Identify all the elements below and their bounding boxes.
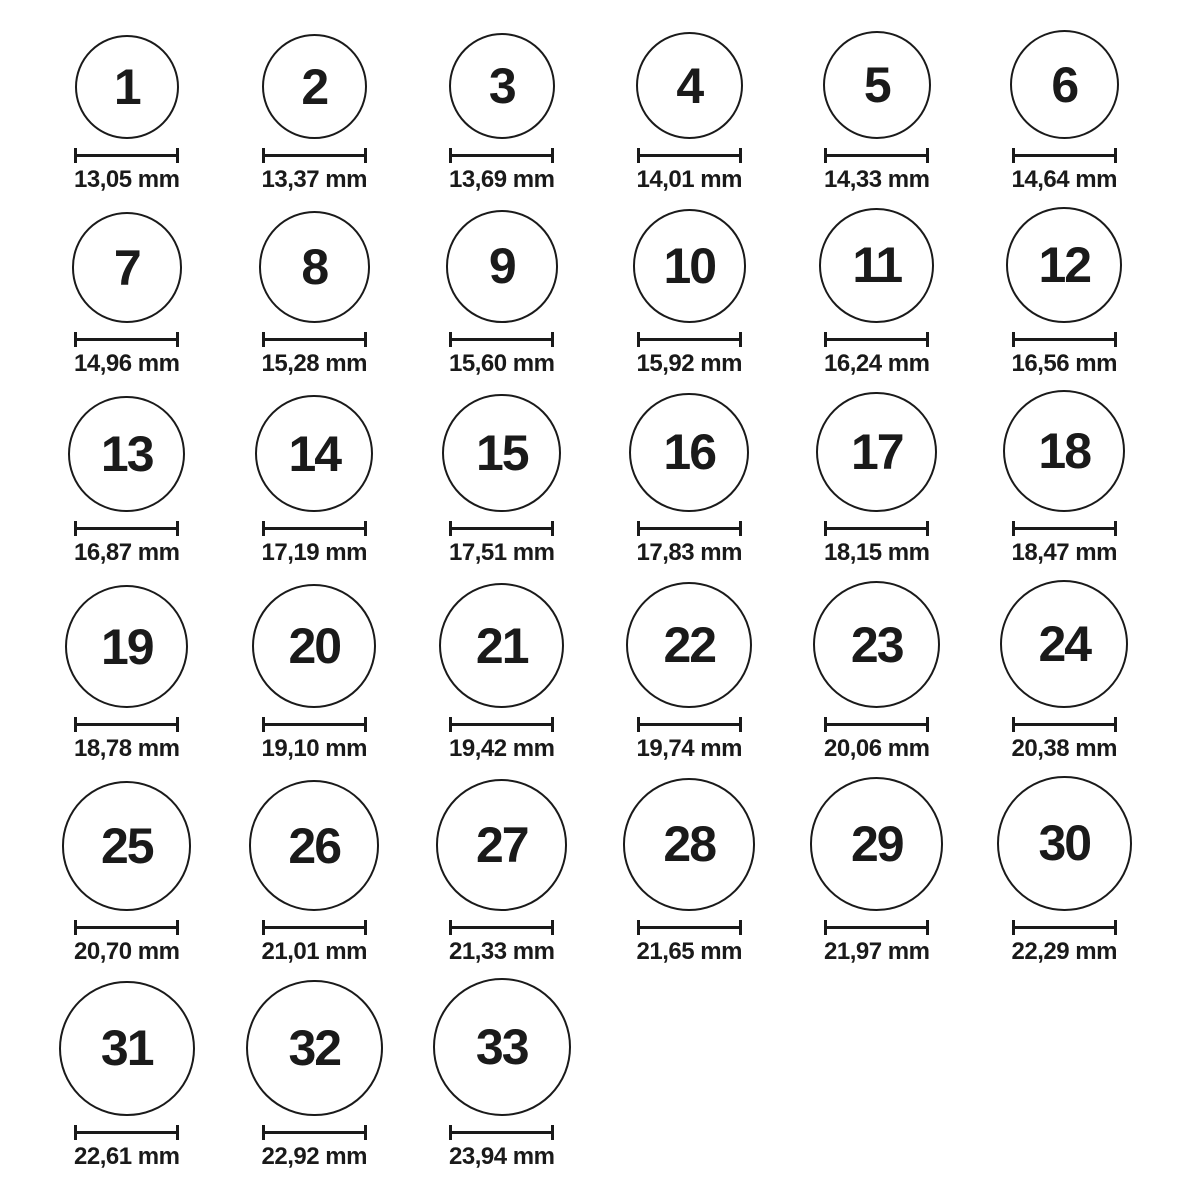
ring-size-number: 29 — [850, 815, 903, 872]
ring-size-item — [971, 776, 1159, 966]
diameter-ruler — [74, 920, 179, 935]
ring-size-item — [596, 582, 784, 764]
ruler-right-tick — [364, 1125, 367, 1140]
ruler-bar — [262, 338, 367, 341]
ring-size-number: 26 — [288, 817, 341, 874]
diameter-label: 19,42 mm — [449, 735, 555, 763]
diameter-ruler — [1012, 717, 1117, 732]
diameter-ruler — [449, 521, 554, 536]
ruler-bar — [262, 723, 367, 726]
ring-circle — [1006, 207, 1122, 323]
diameter-label: 15,28 mm — [261, 349, 367, 377]
ruler-bar — [74, 338, 179, 341]
ring-size-number: 3 — [488, 58, 515, 115]
ruler-bar — [449, 338, 554, 341]
ring-circle — [65, 585, 188, 708]
ring-size-number: 12 — [1038, 236, 1091, 293]
ring-size-number: 33 — [475, 1019, 528, 1076]
ring-circle — [259, 211, 370, 322]
ruler-right-tick — [176, 1125, 179, 1140]
ruler-right-tick — [739, 332, 742, 347]
ruler-right-tick — [176, 717, 179, 732]
ring-size-item — [783, 777, 971, 966]
ring-circle — [446, 210, 558, 322]
ring-size-number: 21 — [475, 617, 528, 674]
ring-size-number: 2 — [301, 58, 328, 115]
ring-circle — [997, 776, 1132, 911]
ring-circle — [249, 780, 379, 910]
ruler-bar — [637, 154, 742, 157]
ring-circle — [433, 978, 571, 1116]
ring-size-item — [971, 30, 1159, 195]
diameter-label: 17,83 mm — [636, 539, 742, 567]
ring-size-item — [408, 779, 596, 966]
ring-size-item — [408, 394, 596, 569]
diameter-ruler — [637, 521, 742, 536]
diameter-label: 19,10 mm — [261, 735, 367, 763]
ruler-right-tick — [739, 920, 742, 935]
ring-circle — [1003, 390, 1125, 512]
diameter-label: 13,05 mm — [74, 166, 180, 194]
diameter-label: 16,87 mm — [74, 539, 180, 567]
ring-size-number: 17 — [850, 423, 903, 480]
diameter-label: 17,51 mm — [449, 539, 555, 567]
diameter-label: 18,78 mm — [74, 735, 180, 763]
ruler-right-tick — [926, 920, 929, 935]
ring-circle — [823, 31, 931, 139]
chart-row — [33, 776, 1200, 966]
ruler-right-tick — [739, 148, 742, 163]
diameter-ruler — [1012, 920, 1117, 935]
ring-size-number: 10 — [663, 237, 716, 294]
diameter-label: 17,19 mm — [261, 539, 367, 567]
ruler-bar — [74, 527, 179, 530]
ruler-bar — [449, 154, 554, 157]
diameter-ruler — [824, 148, 929, 163]
ring-size-item — [971, 390, 1159, 568]
diameter-ruler — [262, 920, 367, 935]
ring-size-number: 7 — [113, 239, 140, 296]
ruler-bar — [262, 154, 367, 157]
ruler-bar — [637, 338, 742, 341]
diameter-label: 21,33 mm — [449, 937, 555, 965]
chart-row — [33, 390, 1200, 568]
diameter-label: 18,15 mm — [824, 539, 930, 567]
ring-size-item — [596, 32, 784, 195]
ruler-bar — [1012, 527, 1117, 530]
ring-size-number: 5 — [863, 57, 890, 114]
ring-size-number: 27 — [475, 816, 528, 873]
ruler-right-tick — [176, 521, 179, 536]
diameter-ruler — [74, 717, 179, 732]
diameter-ruler — [824, 717, 929, 732]
ring-circle — [449, 33, 555, 139]
ring-size-number: 18 — [1038, 423, 1091, 480]
diameter-ruler — [262, 521, 367, 536]
ruler-bar — [74, 1131, 179, 1134]
ring-size-item — [33, 212, 221, 378]
diameter-ruler — [449, 920, 554, 935]
ruler-bar — [262, 1131, 367, 1134]
ring-circle — [255, 395, 373, 513]
ruler-right-tick — [364, 521, 367, 536]
ring-circle — [623, 778, 755, 910]
ring-size-number: 20 — [288, 618, 341, 675]
ring-size-item — [596, 778, 784, 966]
diameter-ruler — [449, 148, 554, 163]
ring-circle — [59, 981, 195, 1117]
ring-size-number: 19 — [100, 618, 153, 675]
ruler-bar — [824, 926, 929, 929]
ruler-right-tick — [739, 521, 742, 536]
ruler-bar — [262, 527, 367, 530]
ring-size-item — [783, 581, 971, 764]
ring-size-item — [596, 209, 784, 378]
ring-size-number: 4 — [676, 57, 703, 114]
ring-size-item — [408, 33, 596, 195]
ring-circle — [819, 208, 934, 323]
diameter-label: 21,97 mm — [824, 937, 930, 965]
ruler-bar — [74, 723, 179, 726]
diameter-label: 16,24 mm — [824, 349, 930, 377]
ruler-right-tick — [1114, 332, 1117, 347]
ruler-right-tick — [551, 332, 554, 347]
ruler-bar — [449, 926, 554, 929]
ring-circle — [262, 34, 367, 139]
ruler-right-tick — [364, 920, 367, 935]
ruler-bar — [637, 926, 742, 929]
diameter-label: 19,74 mm — [636, 735, 742, 763]
diameter-label: 14,33 mm — [824, 166, 930, 194]
ruler-right-tick — [551, 148, 554, 163]
ring-circle — [62, 781, 191, 910]
diameter-ruler — [824, 521, 929, 536]
ruler-bar — [1012, 926, 1117, 929]
diameter-label: 14,96 mm — [74, 349, 180, 377]
ring-size-item — [33, 981, 221, 1172]
ring-circle — [816, 392, 937, 513]
diameter-label: 13,69 mm — [449, 166, 555, 194]
diameter-ruler — [262, 1125, 367, 1140]
ring-size-number: 24 — [1038, 616, 1091, 673]
ring-circle — [629, 393, 749, 513]
ring-size-number: 16 — [663, 424, 716, 481]
ring-size-item — [221, 395, 409, 568]
ring-size-item — [783, 392, 971, 569]
diameter-label: 20,38 mm — [1011, 735, 1117, 763]
ring-circle — [436, 779, 567, 910]
ruler-right-tick — [364, 148, 367, 163]
diameter-ruler — [262, 717, 367, 732]
ring-size-item — [408, 210, 596, 378]
diameter-label: 15,60 mm — [449, 349, 555, 377]
ring-size-item — [221, 34, 409, 195]
ring-circle — [633, 209, 747, 323]
ring-circle — [1000, 580, 1128, 708]
diameter-ruler — [637, 148, 742, 163]
ruler-right-tick — [1114, 920, 1117, 935]
ruler-bar — [824, 154, 929, 157]
ring-circle — [813, 581, 940, 708]
ring-size-number: 30 — [1038, 815, 1091, 872]
ring-size-item — [33, 396, 221, 568]
ruler-right-tick — [1114, 521, 1117, 536]
diameter-label: 23,94 mm — [449, 1143, 555, 1171]
ruler-bar — [637, 527, 742, 530]
ring-size-item — [408, 978, 596, 1171]
diameter-ruler — [262, 332, 367, 347]
ring-size-number: 11 — [852, 237, 902, 294]
ruler-right-tick — [176, 920, 179, 935]
ring-size-number: 13 — [100, 426, 153, 483]
ring-size-item — [221, 584, 409, 764]
chart-row — [33, 30, 1200, 195]
ruler-right-tick — [364, 332, 367, 347]
ruler-bar — [74, 926, 179, 929]
ring-size-item — [33, 781, 221, 966]
ring-size-item — [971, 580, 1159, 764]
ruler-bar — [824, 338, 929, 341]
ruler-right-tick — [926, 717, 929, 732]
ring-circle — [626, 582, 752, 708]
ruler-bar — [449, 527, 554, 530]
diameter-label: 22,29 mm — [1011, 937, 1117, 965]
diameter-ruler — [449, 1125, 554, 1140]
ruler-right-tick — [926, 521, 929, 536]
ring-size-item — [221, 780, 409, 966]
chart-row — [33, 580, 1200, 764]
chart-row — [33, 207, 1200, 378]
ruler-bar — [1012, 723, 1117, 726]
diameter-label: 20,70 mm — [74, 937, 180, 965]
ruler-right-tick — [551, 717, 554, 732]
chart-row — [33, 978, 1200, 1171]
ring-size-number: 25 — [100, 818, 153, 875]
diameter-label: 14,64 mm — [1011, 166, 1117, 194]
ring-size-number: 15 — [475, 425, 528, 481]
ring-size-number: 9 — [488, 238, 515, 295]
ruler-bar — [824, 527, 929, 530]
diameter-ruler — [74, 1125, 179, 1140]
ring-size-item — [783, 31, 971, 195]
ring-circle — [246, 980, 383, 1117]
diameter-ruler — [1012, 521, 1117, 536]
ruler-bar — [262, 926, 367, 929]
diameter-ruler — [74, 148, 179, 163]
diameter-label: 18,47 mm — [1011, 539, 1117, 567]
diameter-label: 21,01 mm — [261, 937, 367, 965]
ring-size-number: 32 — [288, 1019, 341, 1076]
ring-circle — [810, 777, 943, 910]
diameter-ruler — [449, 717, 554, 732]
ring-circle — [636, 32, 743, 139]
ruler-right-tick — [176, 148, 179, 163]
diameter-ruler — [1012, 148, 1117, 163]
diameter-ruler — [74, 332, 179, 347]
ruler-bar — [74, 154, 179, 157]
ring-size-number: 28 — [663, 816, 716, 873]
ring-circle — [68, 396, 185, 513]
ring-circle — [439, 583, 564, 708]
diameter-label: 14,01 mm — [636, 166, 742, 194]
ring-circle — [252, 584, 376, 708]
ring-circle — [1010, 30, 1119, 139]
diameter-label: 21,65 mm — [636, 937, 742, 965]
diameter-ruler — [262, 148, 367, 163]
diameter-ruler — [1012, 332, 1117, 347]
ring-size-item — [221, 211, 409, 378]
diameter-label: 20,06 mm — [824, 735, 930, 763]
diameter-ruler — [449, 332, 554, 347]
diameter-ruler — [637, 332, 742, 347]
ring-size-item — [408, 583, 596, 764]
diameter-label: 22,92 mm — [261, 1143, 367, 1171]
ruler-bar — [1012, 154, 1117, 157]
ruler-right-tick — [551, 521, 554, 536]
ruler-right-tick — [364, 717, 367, 732]
diameter-ruler — [824, 332, 929, 347]
ring-size-number: 8 — [301, 238, 328, 295]
ruler-bar — [824, 723, 929, 726]
ring-circle — [72, 212, 182, 322]
ring-size-number: 14 — [288, 425, 341, 482]
ring-size-item — [783, 208, 971, 378]
ring-size-item — [971, 207, 1159, 378]
ring-size-number: 23 — [850, 616, 903, 673]
ruler-right-tick — [926, 148, 929, 163]
ruler-right-tick — [551, 1125, 554, 1140]
ruler-right-tick — [1114, 717, 1117, 732]
ring-size-number: 22 — [663, 617, 716, 674]
diameter-ruler — [637, 920, 742, 935]
diameter-label: 22,61 mm — [74, 1143, 180, 1171]
diameter-ruler — [74, 521, 179, 536]
ruler-bar — [1012, 338, 1117, 341]
diameter-ruler — [824, 920, 929, 935]
ring-circle — [442, 394, 561, 513]
ruler-bar — [449, 1131, 554, 1134]
diameter-label: 13,37 mm — [261, 166, 367, 194]
ruler-bar — [637, 723, 742, 726]
ruler-right-tick — [551, 920, 554, 935]
diameter-ruler — [637, 717, 742, 732]
diameter-label: 16,56 mm — [1011, 349, 1117, 377]
ruler-right-tick — [1114, 148, 1117, 163]
ruler-right-tick — [926, 332, 929, 347]
ring-size-item — [596, 393, 784, 569]
ring-size-number: 1 — [113, 59, 140, 116]
diameter-label: 15,92 mm — [636, 349, 742, 377]
ruler-right-tick — [739, 717, 742, 732]
ring-size-number: 6 — [1051, 56, 1078, 113]
ring-size-item — [33, 35, 221, 195]
ring-size-item — [33, 585, 221, 764]
ruler-bar — [449, 723, 554, 726]
ring-circle — [75, 35, 179, 139]
ruler-right-tick — [176, 332, 179, 347]
ring-size-item — [221, 980, 409, 1172]
ring-size-number: 31 — [100, 1020, 153, 1077]
